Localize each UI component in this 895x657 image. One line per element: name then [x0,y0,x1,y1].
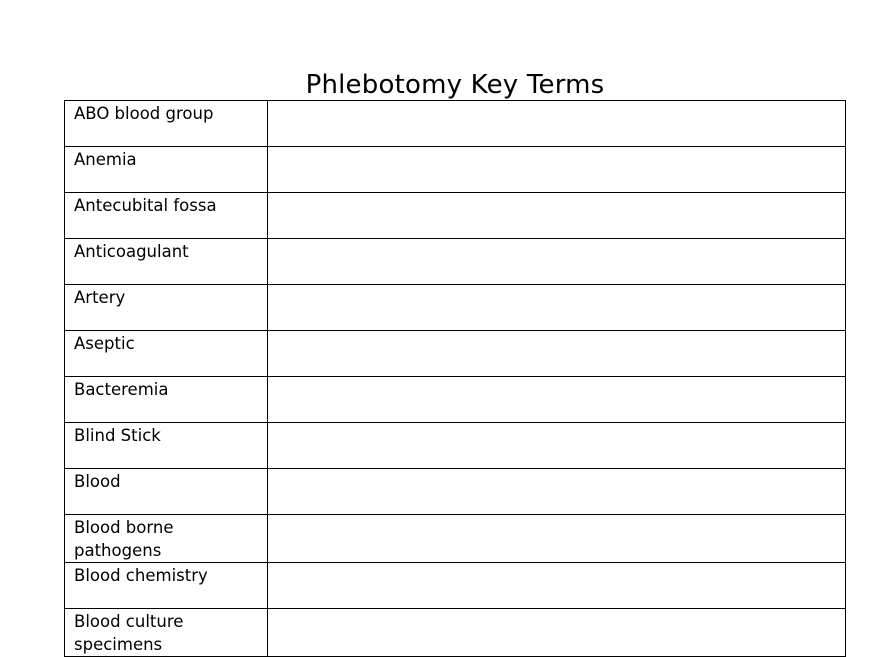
definition-cell[interactable] [268,331,846,377]
table-row [65,515,846,563]
definition-cell[interactable] [268,609,846,657]
definition-cell[interactable] [268,239,846,285]
term-cell: Anemia [65,147,268,193]
table-row [65,377,846,423]
term-cell: Blood culture specimens [65,609,268,657]
definition-cell[interactable] [268,101,846,147]
definition-cell[interactable] [268,563,846,609]
term-cell: ABO blood group [65,101,268,147]
table-row [65,285,846,331]
table-row [65,239,846,285]
definition-cell[interactable] [268,469,846,515]
term-cell: Bacteremia [65,377,268,423]
definition-cell[interactable] [268,193,846,239]
key-terms-table [64,100,846,657]
table-row [65,609,846,657]
page-title: Phlebotomy Key Terms [305,70,605,101]
term-cell: Blood borne pathogens [65,515,268,563]
table-row [65,331,846,377]
term-cell: Blind Stick [65,423,268,469]
term-cell: Blood [65,469,268,515]
table-row [65,147,846,193]
definition-cell[interactable] [268,515,846,563]
term-cell: Blood chemistry [65,563,268,609]
term-cell: Antecubital fossa [65,193,268,239]
table-row [65,101,846,147]
definition-cell[interactable] [268,423,846,469]
definition-cell[interactable] [268,377,846,423]
term-cell: Anticoagulant [65,239,268,285]
table-row [65,423,846,469]
table-row [65,193,846,239]
definition-cell[interactable] [268,147,846,193]
table-row [65,563,846,609]
definition-cell[interactable] [268,285,846,331]
table-row [65,469,846,515]
term-cell: Artery [65,285,268,331]
term-cell: Aseptic [65,331,268,377]
